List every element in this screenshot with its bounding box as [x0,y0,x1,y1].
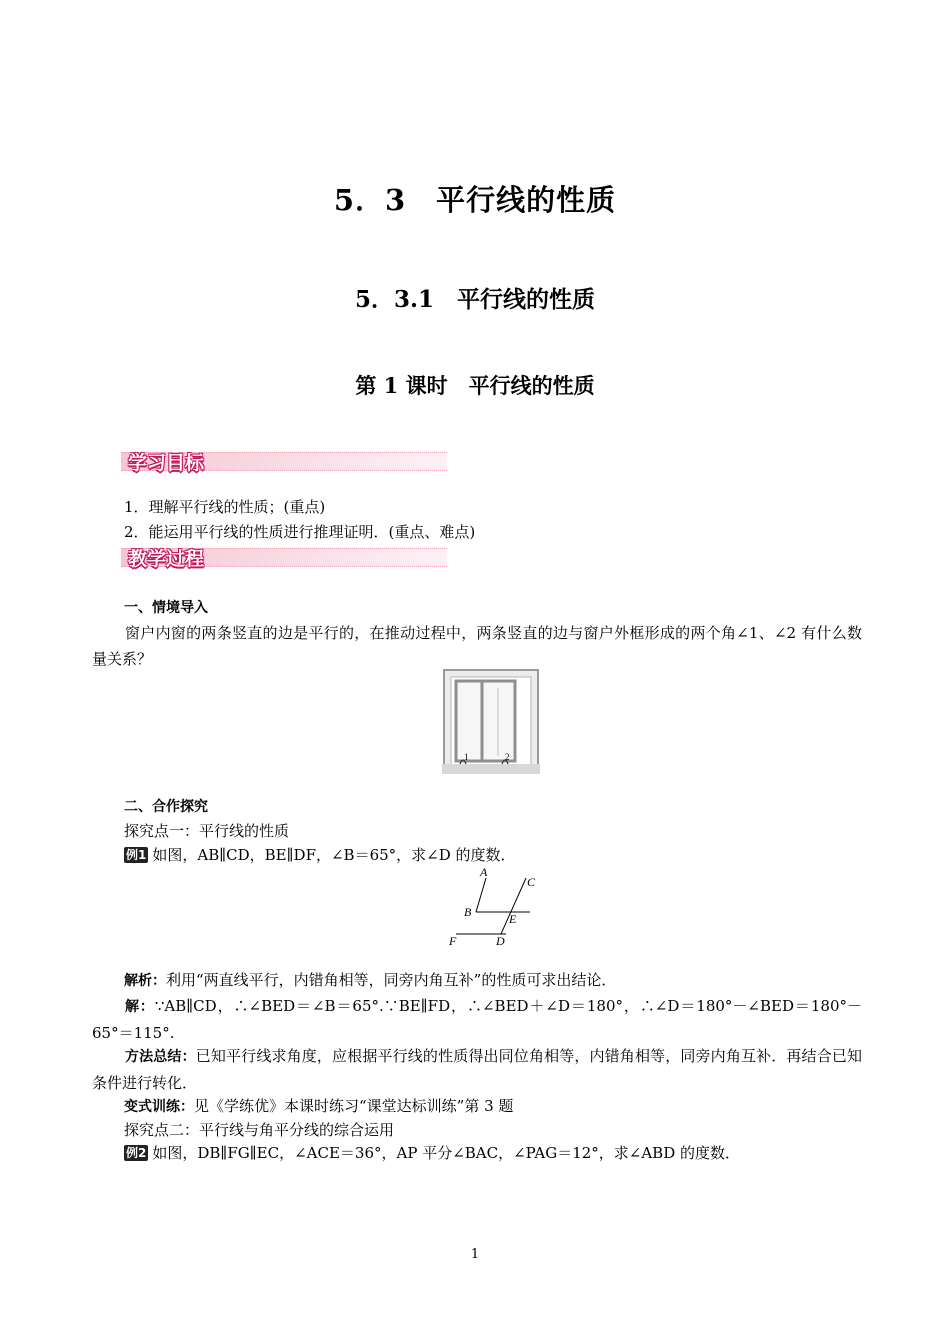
lesson-title: 第 1 课时 平行线的性质 [355,373,595,398]
window-angle-1-label: 1 [464,752,469,762]
analysis-label: 解析： [124,973,166,989]
explore-point-1: 探究点一：平行线的性质 [124,822,290,840]
main-title: 5．3 平行线的性质 [333,183,617,217]
solution [92,993,862,1046]
label-F: F [449,934,457,948]
solution-text: ∵AB∥CD，∴∠BED＝∠B＝65°.∵BE∥FD，∴∠BED＋∠D＝180°，∴∠D＝180°－∠BED＝180°－65°＝115°. [92,997,862,1042]
method-text: 已知平行线求角度，应根据平行线的性质得出同位角相等，内错角相等，同旁内角互补．再结合已知条件进行转化． [92,1047,862,1092]
explore-point-2: 探究点二：平行线与角平分线的综合运用 [124,1121,395,1139]
goal-item-1: 1．理解平行线的性质；(重点) [124,498,326,516]
solution-label: 解： [125,999,155,1015]
example-1-text: 如图，AB∥CD，BE∥DF，∠B＝65°，求∠D 的度数． [152,846,516,864]
section2-title: 二、合作探究 [124,799,208,815]
section1-title: 一、情境导入 [124,600,208,616]
section1-text: 窗户内窗的两条竖直的边是平行的，在推动过程中，两条竖直的边与窗户外框形成的两个角∠1、∠2 有什么数量关系？ [92,624,862,668]
method-summary [92,1043,862,1096]
label-C: C [527,875,536,889]
example-2 [124,1141,740,1165]
example-2-text: 如图，DB∥FG∥EC，∠ACE＝36°，AP 平分∠BAC，∠PAG＝12°，求∠ABD 的度数． [152,1144,740,1162]
variant-label: 变式训练： [124,1099,194,1115]
example-2-tag: 例2 [126,1146,147,1160]
teaching-process-banner [121,545,447,569]
parallel-lines-figure [444,864,540,950]
learning-goals-banner [121,449,447,473]
learning-goals-label: 学习目标 [128,452,205,474]
variant-training [124,1094,513,1119]
label-B: B [464,905,472,919]
goal-item-2: 2．能运用平行线的性质进行推理证明．(重点、难点) [124,523,476,541]
window-figure [442,668,540,776]
label-A: A [480,865,488,879]
window-angle-2-label: 2 [505,752,510,762]
variant-text: 见《学练优》本课时练习“课堂达标训练”第 3 题 [194,1097,514,1115]
analysis-text: 利用“两直线平行，内错角相等，同旁内角互补”的性质可求出结论． [166,971,617,989]
analysis [124,968,616,993]
label-E: E [509,912,517,926]
section-title: 5．3.1 平行线的性质 [354,286,596,313]
example-1-tag: 例1 [126,848,147,862]
method-label: 方法总结： [125,1049,196,1065]
teaching-process-label: 教学过程 [128,548,205,570]
label-D: D [496,934,505,948]
page-number: 1 [470,1247,480,1262]
